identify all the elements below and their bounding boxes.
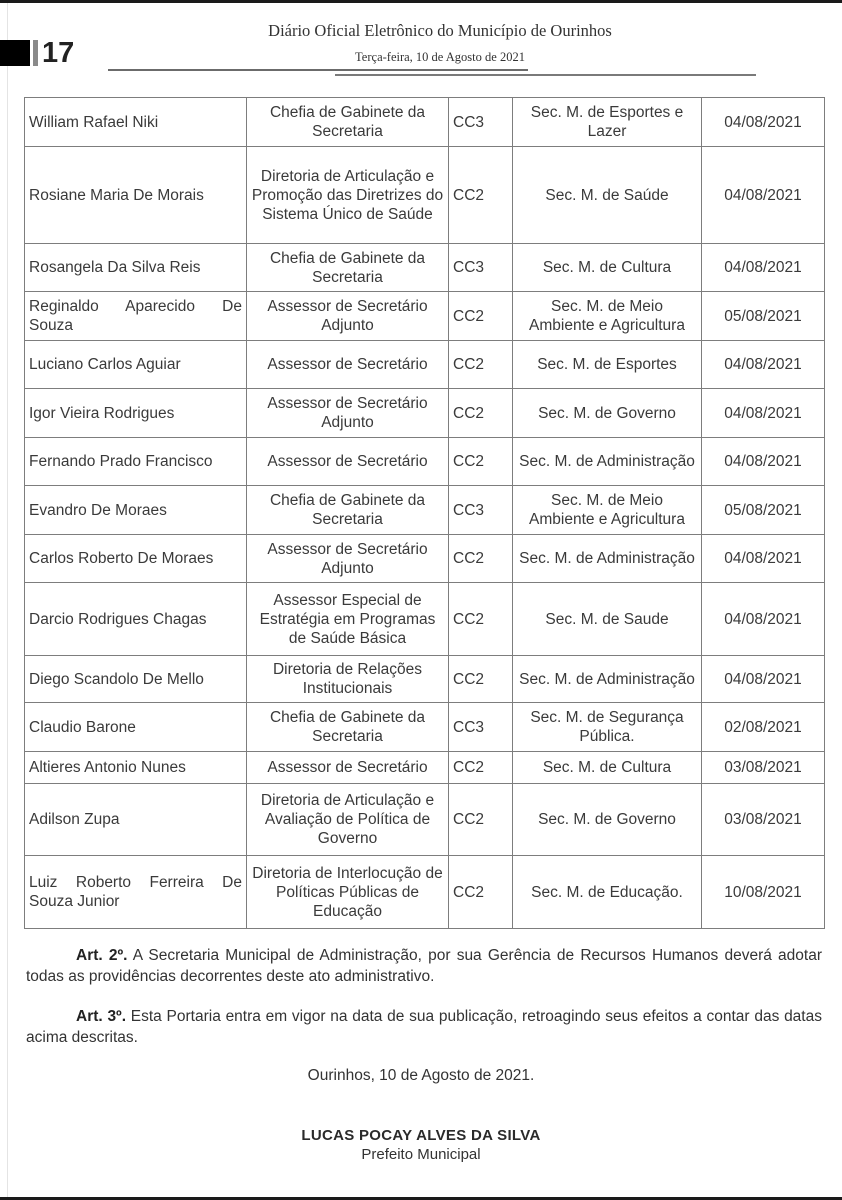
page-number-bar	[33, 40, 38, 66]
employee-name-cell: Altieres Antonio Nunes	[25, 752, 247, 784]
position-level-cell: CC2	[449, 656, 513, 703]
header-rule-lower	[335, 74, 756, 76]
position-level-cell: CC2	[449, 341, 513, 389]
page-number: 17	[42, 37, 75, 69]
position-level-cell: CC3	[449, 703, 513, 752]
appointment-date-cell: 05/08/2021	[702, 292, 825, 341]
position-title-cell: Diretoria de Interlocução de Políticas Públicas de Educação	[247, 856, 449, 929]
journal-title: Diário Oficial Eletrônico do Município de Ourinhos	[268, 21, 612, 40]
appointments-table-body	[25, 98, 825, 929]
department-cell: Sec. M. de Segurança Pública.	[513, 703, 702, 752]
signer-name: LUCAS POCAY ALVES DA SILVA	[301, 1127, 541, 1144]
article-3	[26, 1006, 822, 1048]
appointment-date-cell: 03/08/2021	[702, 784, 825, 856]
position-title-cell: Diretoria de Articulação e Promoção das Diretrizes do Sistema Único de Saúde	[247, 147, 449, 244]
position-title-cell: Diretoria de Relações Institucionais	[247, 656, 449, 703]
employee-name-cell: Rosangela Da Silva Reis	[25, 244, 247, 292]
table-row	[25, 656, 825, 703]
position-title-cell: Chefia de Gabinete da Secretaria	[247, 703, 449, 752]
employee-name-cell: Igor Vieira Rodrigues	[25, 389, 247, 438]
table-row	[25, 703, 825, 752]
department-cell: Sec. M. de Administração	[513, 535, 702, 583]
position-title-cell: Diretoria de Articulação e Avaliação de Política de Governo	[247, 784, 449, 856]
employee-name-cell: Adilson Zupa	[25, 784, 247, 856]
issue-date: Terça-feira, 10 de Agosto de 2021	[355, 50, 525, 64]
position-level-cell: CC3	[449, 244, 513, 292]
position-title-cell: Assessor de Secretário	[247, 438, 449, 486]
position-title-cell: Assessor de Secretário	[247, 341, 449, 389]
position-title-cell: Chefia de Gabinete da Secretaria	[247, 244, 449, 292]
appointment-date-cell: 04/08/2021	[702, 438, 825, 486]
table-row	[25, 98, 825, 147]
employee-name-cell: Luiz Roberto Ferreira De Souza Junior	[25, 856, 247, 929]
position-title-cell: Assessor de Secretário	[247, 752, 449, 784]
employee-name-cell: Evandro De Moraes	[25, 486, 247, 535]
place-and-date: Ourinhos, 10 de Agosto de 2021.	[307, 1067, 535, 1084]
employee-name-cell: Carlos Roberto De Moraes	[25, 535, 247, 583]
department-cell: Sec. M. de Governo	[513, 784, 702, 856]
appointment-date-cell: 04/08/2021	[702, 656, 825, 703]
appointment-date-cell: 04/08/2021	[702, 98, 825, 147]
employee-name-cell: Darcio Rodrigues Chagas	[25, 583, 247, 656]
employee-name-cell: Reginaldo Aparecido De Souza	[25, 292, 247, 341]
table-row	[25, 147, 825, 244]
position-level-cell: CC2	[449, 292, 513, 341]
article-2-text: A Secretaria Municipal de Administração, por sua Gerência de Recursos Humanos deverá adotar todas as providências decorrentes deste ato administrativo.	[26, 947, 822, 985]
appointment-date-cell: 02/08/2021	[702, 703, 825, 752]
position-level-cell: CC2	[449, 438, 513, 486]
position-level-cell: CC3	[449, 98, 513, 147]
table-row	[25, 752, 825, 784]
position-level-cell: CC2	[449, 856, 513, 929]
employee-name-cell: Fernando Prado Francisco	[25, 438, 247, 486]
table-row	[25, 389, 825, 438]
table-row	[25, 438, 825, 486]
department-cell: Sec. M. de Meio Ambiente e Agricultura	[513, 292, 702, 341]
department-cell: Sec. M. de Meio Ambiente e Agricultura	[513, 486, 702, 535]
page-top-border	[0, 0, 842, 3]
article-3-label: Art. 3º.	[76, 1008, 127, 1025]
position-level-cell: CC2	[449, 752, 513, 784]
header-rule-upper	[108, 69, 528, 71]
position-level-cell: CC2	[449, 389, 513, 438]
article-2	[26, 945, 822, 987]
department-cell: Sec. M. de Saúde	[513, 147, 702, 244]
appointment-date-cell: 04/08/2021	[702, 244, 825, 292]
table-row	[25, 341, 825, 389]
appointment-date-cell: 04/08/2021	[702, 583, 825, 656]
department-cell: Sec. M. de Esportes	[513, 341, 702, 389]
department-cell: Sec. M. de Administração	[513, 438, 702, 486]
appointment-date-cell: 04/08/2021	[702, 389, 825, 438]
employee-name-cell: Rosiane Maria De Morais	[25, 147, 247, 244]
appointment-date-cell: 04/08/2021	[702, 147, 825, 244]
position-level-cell: CC2	[449, 535, 513, 583]
position-title-cell: Assessor Especial de Estratégia em Programas de Saúde Básica	[247, 583, 449, 656]
position-title-cell: Chefia de Gabinete da Secretaria	[247, 98, 449, 147]
employee-name-cell: Diego Scandolo De Mello	[25, 656, 247, 703]
department-cell: Sec. M. de Cultura	[513, 752, 702, 784]
article-3-text: Esta Portaria entra em vigor na data de sua publicação, retroagindo seus efeitos a contar das datas acima descritas.	[26, 1008, 822, 1046]
table-row	[25, 292, 825, 341]
employee-name-cell: Claudio Barone	[25, 703, 247, 752]
position-title-cell: Assessor de Secretário Adjunto	[247, 535, 449, 583]
position-level-cell: CC3	[449, 486, 513, 535]
signer-title: Prefeito Municipal	[361, 1146, 481, 1163]
appointments-table	[24, 97, 825, 929]
article-2-label: Art. 2º.	[76, 947, 128, 964]
position-level-cell: CC2	[449, 147, 513, 244]
position-title-cell: Assessor de Secretário Adjunto	[247, 292, 449, 341]
employee-name-cell: Luciano Carlos Aguiar	[25, 341, 247, 389]
page-left-rule	[7, 3, 8, 1197]
page-number-marker	[0, 40, 30, 66]
department-cell: Sec. M. de Esportes e Lazer	[513, 98, 702, 147]
employee-name-cell: William Rafael Niki	[25, 98, 247, 147]
table-row	[25, 856, 825, 929]
department-cell: Sec. M. de Saude	[513, 583, 702, 656]
table-row	[25, 486, 825, 535]
position-title-cell: Assessor de Secretário Adjunto	[247, 389, 449, 438]
table-row	[25, 535, 825, 583]
appointment-date-cell: 03/08/2021	[702, 752, 825, 784]
appointment-date-cell: 05/08/2021	[702, 486, 825, 535]
appointment-date-cell: 10/08/2021	[702, 856, 825, 929]
position-level-cell: CC2	[449, 784, 513, 856]
table-row	[25, 583, 825, 656]
table-row	[25, 784, 825, 856]
position-level-cell: CC2	[449, 583, 513, 656]
department-cell: Sec. M. de Governo	[513, 389, 702, 438]
position-title-cell: Chefia de Gabinete da Secretaria	[247, 486, 449, 535]
appointment-date-cell: 04/08/2021	[702, 341, 825, 389]
department-cell: Sec. M. de Educação.	[513, 856, 702, 929]
department-cell: Sec. M. de Administração	[513, 656, 702, 703]
department-cell: Sec. M. de Cultura	[513, 244, 702, 292]
appointment-date-cell: 04/08/2021	[702, 535, 825, 583]
table-row	[25, 244, 825, 292]
